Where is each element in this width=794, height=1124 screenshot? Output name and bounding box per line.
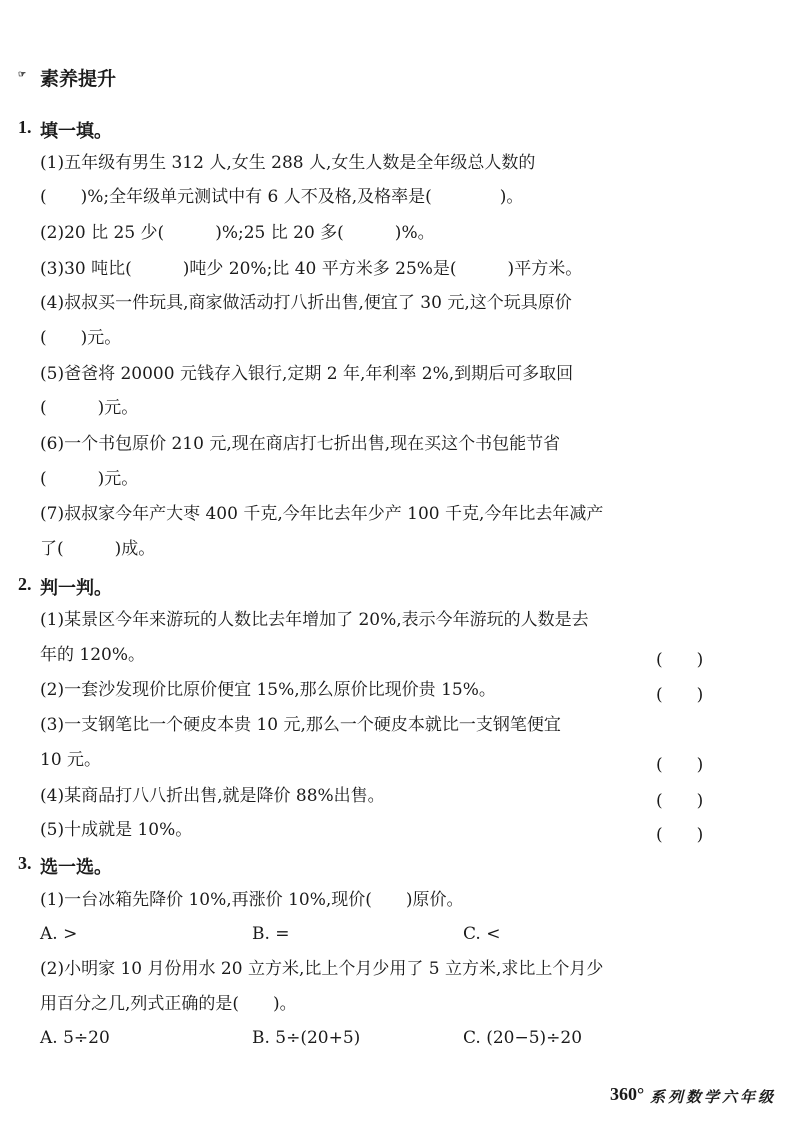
q2-title: 判一判。 xyxy=(40,578,112,599)
q2-line-6: (4)某商品打八八折出售,就是降价 88%出售。 xyxy=(40,786,385,806)
q3-line-3: 用百分之几,列式正确的是( )。 xyxy=(40,994,297,1014)
q2-line-5: 10 元。 xyxy=(40,750,102,770)
q2-line-1: (1)某景区今年来游玩的人数比去年增加了 20%,表示今年游玩的人数是去 xyxy=(40,610,589,630)
q2-answer-paren-5[interactable]: ( ) xyxy=(656,825,704,845)
pointer-hand-icon: ☞ xyxy=(18,70,26,80)
q3-title: 选一选。 xyxy=(40,857,112,878)
section-title: 素养提升 xyxy=(40,68,117,90)
footer-series-number: 360° xyxy=(610,1084,645,1104)
q1-line-9: (6)一个书包原价 210 元,现在商店打七折出售,现在买这个书包能节省 xyxy=(40,434,561,454)
q3-option-b-1[interactable]: B. = xyxy=(252,924,290,944)
q2-answer-paren-3[interactable]: ( ) xyxy=(656,755,704,775)
q1-line-8: ( )元。 xyxy=(40,398,139,418)
q2-answer-paren-1[interactable]: ( ) xyxy=(656,650,704,670)
q3-option-b-2[interactable]: B. 5÷(20+5) xyxy=(252,1028,361,1048)
q1-line-10: ( )元。 xyxy=(40,469,139,489)
q2-answer-paren-4[interactable]: ( ) xyxy=(656,791,704,811)
q3-line-1: (1)一台冰箱先降价 10%,再涨价 10%,现价( )原价。 xyxy=(40,890,464,910)
q3-option-c-2[interactable]: C. (20−5)÷20 xyxy=(463,1028,583,1048)
q3-option-a-1[interactable]: A. > xyxy=(40,924,78,944)
q3-number: 3. xyxy=(18,853,32,873)
q2-answer-paren-2[interactable]: ( ) xyxy=(656,685,704,705)
q3-line-2: (2)小明家 10 月份用水 20 立方米,比上个月少用了 5 立方米,求比上个月少 xyxy=(40,959,604,979)
q1-line-4: (3)30 吨比( )吨少 20%;比 40 平方米多 25%是( )平方米。 xyxy=(40,259,583,279)
footer-series-title: 系列数学六年级 xyxy=(650,1088,777,1106)
q2-line-2: 年的 120%。 xyxy=(40,645,146,665)
q1-title: 填一填。 xyxy=(40,121,112,142)
q1-number: 1. xyxy=(18,117,32,137)
q1-line-1: (1)五年级有男生 312 人,女生 288 人,女生人数是全年级总人数的 xyxy=(40,153,536,173)
q1-line-11: (7)叔叔家今年产大枣 400 千克,今年比去年少产 100 千克,今年比去年减产 xyxy=(40,504,604,524)
q3-option-c-1[interactable]: C. < xyxy=(463,924,501,944)
q1-line-5: (4)叔叔买一件玩具,商家做活动打八折出售,便宜了 30 元,这个玩具原价 xyxy=(40,293,572,313)
q1-line-6: ( )元。 xyxy=(40,328,122,348)
q1-line-2: ( )%;全年级单元测试中有 6 人不及格,及格率是( )。 xyxy=(40,187,524,207)
q2-number: 2. xyxy=(18,574,32,594)
q2-line-7: (5)十成就是 10%。 xyxy=(40,820,193,840)
q1-line-12: 了( )成。 xyxy=(40,539,156,559)
q1-line-3: (2)20 比 25 少( )%;25 比 20 多( )%。 xyxy=(40,223,435,243)
q1-line-7: (5)爸爸将 20000 元钱存入银行,定期 2 年,年利率 2%,到期后可多取回 xyxy=(40,364,574,384)
q2-line-4: (3)一支钢笔比一个硬皮本贵 10 元,那么一个硬皮本就比一支钢笔便宜 xyxy=(40,715,561,735)
q3-option-a-2[interactable]: A. 5÷20 xyxy=(40,1028,110,1048)
q2-line-3: (2)一套沙发现价比原价便宜 15%,那么原价比现价贵 15%。 xyxy=(40,680,496,700)
